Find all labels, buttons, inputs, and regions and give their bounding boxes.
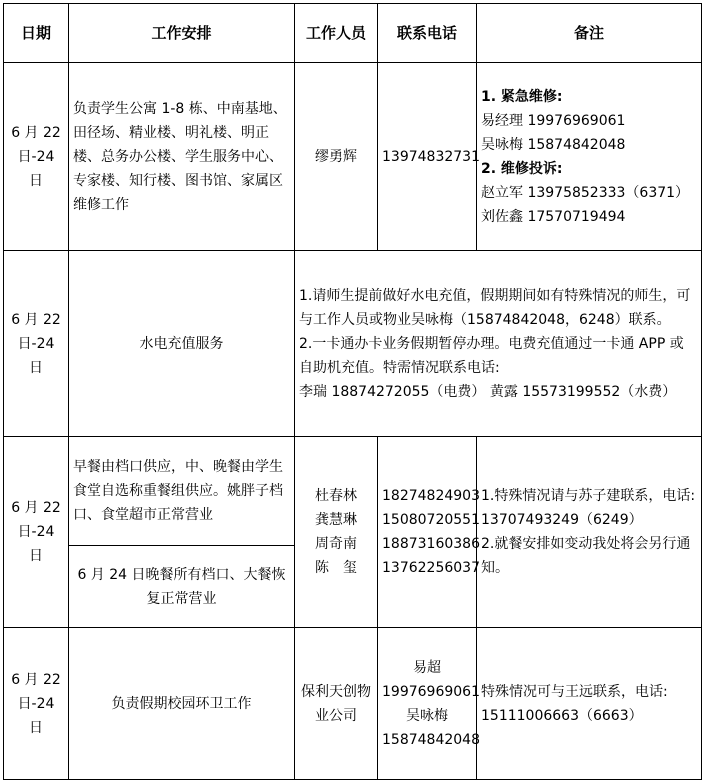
work-text: 6 月 24 日晚餐所有档口、大餐恢复正常营业 bbox=[77, 566, 286, 607]
notes-paragraph: 1.请师生提前做好水电充值，假期期间如有特殊情况的师生，可与工作人员或物业吴咏梅（15874842048，6248）联系。 bbox=[299, 287, 691, 328]
phone-number: 18274824903 bbox=[382, 488, 480, 504]
work-cell: 负责假期校园环卫工作 bbox=[69, 628, 295, 780]
date-line: 6 月 22 bbox=[11, 500, 61, 516]
header-work: 工作安排 bbox=[69, 4, 295, 63]
notes-cell bbox=[477, 63, 702, 251]
notes-cell bbox=[477, 437, 702, 628]
phone-number: 15874842048 bbox=[382, 731, 480, 748]
work-cell bbox=[69, 546, 295, 628]
phone-cell: 13974832731 bbox=[378, 63, 477, 251]
phone-cell bbox=[378, 628, 480, 780]
contact-name: 吴咏梅 bbox=[406, 707, 448, 724]
staff-name: 龚慧琳 bbox=[315, 512, 357, 528]
date-cell bbox=[4, 628, 69, 780]
notes-cell bbox=[295, 251, 702, 437]
header-phone: 联系电话 bbox=[378, 4, 477, 63]
phone-number: 18873160386 bbox=[382, 536, 480, 552]
table-row bbox=[4, 628, 702, 780]
work-cell: 水电充值服务 bbox=[69, 251, 295, 437]
notes-paragraph: 2.就餐安排如变动我处将会另行通知。 bbox=[481, 536, 691, 576]
contact-name: 易超 bbox=[413, 659, 441, 676]
date-line: 日-24 bbox=[17, 695, 55, 712]
date-cell bbox=[4, 251, 69, 437]
schedule-table bbox=[3, 3, 702, 780]
header-staff: 工作人员 bbox=[295, 4, 378, 63]
notes-contact: 赵立军 13975852333（6371） bbox=[481, 184, 690, 201]
phone-number: 19976969061 bbox=[382, 683, 480, 700]
notes-paragraph: 特殊情况可与王远联系，电话: 15111006663（6663） bbox=[481, 683, 668, 724]
date-line: 日-24 bbox=[17, 148, 55, 165]
date-line: 日 bbox=[29, 172, 43, 189]
staff-name: 陈 玺 bbox=[315, 560, 357, 576]
table-row bbox=[4, 63, 702, 251]
date-line: 日 bbox=[29, 719, 43, 736]
staff-name: 杜春林 bbox=[315, 488, 357, 504]
notes-paragraph: 1.特殊情况请与苏子建联系，电话: 13707493249（6249） bbox=[481, 488, 696, 528]
staff-cell: 保利天创物业公司 bbox=[295, 628, 378, 780]
date-line: 日-24 bbox=[17, 335, 55, 352]
date-line: 日-24 bbox=[17, 524, 55, 540]
phone-cell bbox=[378, 437, 480, 628]
phone-number: 15080720551 bbox=[382, 512, 480, 528]
date-line: 日 bbox=[29, 548, 43, 564]
notes-paragraph: 2.一卡通办卡业务假期暂停办理。电费充值通过一卡通 APP 或自助机充值。特需情况联系电话: bbox=[299, 335, 684, 376]
notes-contact: 刘佐鑫 17570719494 bbox=[481, 208, 626, 225]
staff-name: 周奇南 bbox=[315, 536, 357, 552]
work-text: 早餐由档口供应，中、晚餐由学生食堂自选称重餐组供应。姚胖子档口、食堂超市正常营业 bbox=[73, 459, 283, 523]
work-cell bbox=[69, 63, 295, 251]
notes-contact: 吴咏梅 15874842048 bbox=[481, 136, 626, 153]
notes-paragraph: 李瑞 18874272055（电费） 黄露 15573199552（水费） bbox=[299, 383, 677, 400]
date-line: 6 月 22 bbox=[11, 671, 61, 688]
phone-number: 13762256037 bbox=[382, 560, 480, 576]
date-cell bbox=[4, 437, 69, 628]
date-cell bbox=[4, 63, 69, 251]
table-row bbox=[4, 437, 702, 546]
date-line: 6 月 22 bbox=[11, 124, 61, 141]
table-row bbox=[4, 251, 702, 437]
notes-heading: 2. 维修投诉: bbox=[481, 160, 563, 177]
notes-heading: 1. 紧急维修: bbox=[481, 88, 563, 105]
date-line: 日 bbox=[29, 359, 43, 376]
date-line: 6 月 22 bbox=[11, 311, 61, 328]
header-row bbox=[4, 4, 702, 63]
notes-contact: 易经理 19976969061 bbox=[481, 112, 626, 129]
notes-cell bbox=[477, 628, 702, 780]
header-date: 日期 bbox=[4, 4, 69, 63]
staff-cell: 缪勇辉 bbox=[295, 63, 378, 251]
header-notes: 备注 bbox=[477, 4, 702, 63]
work-cell bbox=[69, 437, 295, 546]
staff-cell bbox=[295, 437, 378, 628]
work-text: 负责学生公寓 1-8 栋、中南基地、田径场、精业楼、明礼楼、明正楼、总务办公楼、学生服务中心、专家楼、知行楼、图书馆、家属区维修工作 bbox=[73, 100, 287, 213]
